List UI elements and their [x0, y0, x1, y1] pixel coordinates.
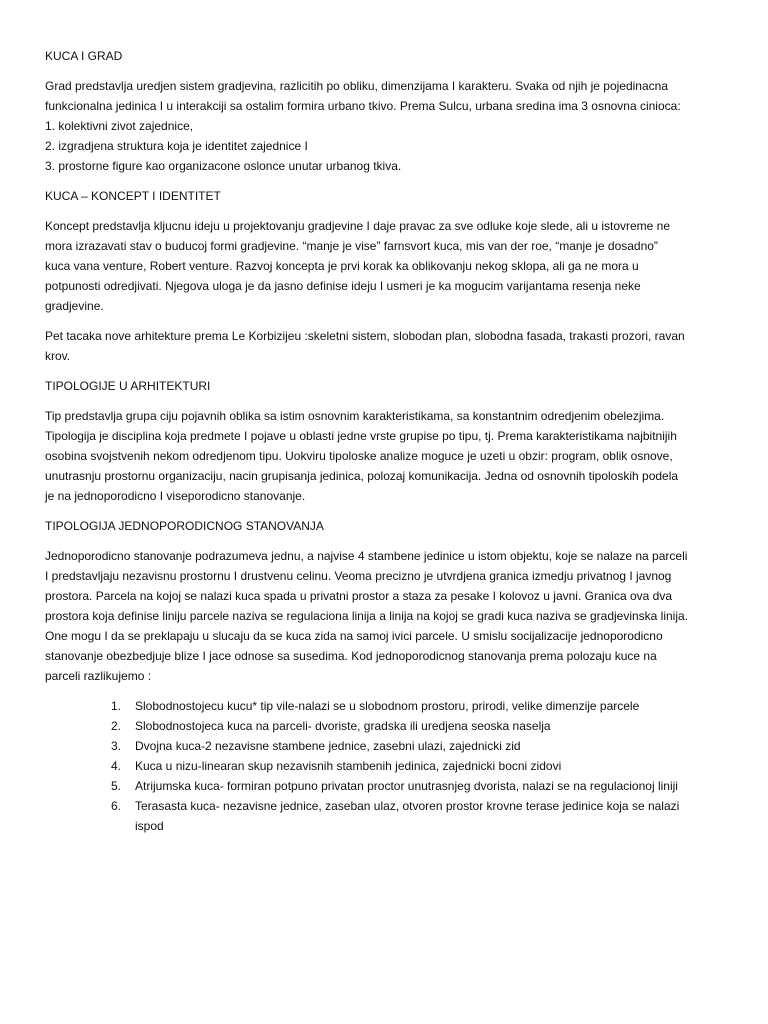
text-line: Jednoporodicno stanovanje podrazumeva jednu, a najvise 4 stambene jedinice u istom objektu, koje se nalaze na parceli	[45, 549, 688, 563]
text-line: Pet tacaka nove arhitekture prema Le Korbizijeu :skeletni sistem, slobodan plan, slobodna fasada, trakasti prozori, ravan	[45, 329, 685, 343]
text-line: Tip predstavlja grupa ciju pojavnih oblika sa istim osnovnim karakteristikama, sa konstantnim odredjenim obelezjima.	[45, 409, 665, 423]
text-line: prostora. Parcela na kojoj se nalazi kuca spada u privatni prostor a staza za pesake I kolovoz u javni. Granica ova dva	[45, 589, 673, 603]
list-item	[45, 716, 723, 736]
text-line: stanovanje obezbedjuje blize I jace odnose sa susedima. Kod jednoporodicnog stanovanja prema polozaju kuce na	[45, 649, 657, 663]
list-item-text: ispod	[135, 819, 164, 833]
text-line: Tipologija je disciplina koja predmete I pojave u oblasti jedne vrste grupise po tipu, tj. Prema karakteristikama najbitnijih	[45, 429, 677, 443]
list-item-text: Slobodnostojecu kucu* tip vile-nalazi se u slobodnom prostoru, prirodi, velike dimenzije parcele	[135, 699, 640, 713]
paragraph-tipologije	[45, 406, 723, 506]
text-line: One mogu I da se preklapaju u slucaju da se kuca zida na samoj ivici parcele. U smislu socijalizacije jednoporodicno	[45, 629, 663, 643]
list-item	[45, 796, 723, 836]
paragraph-koncept	[45, 216, 723, 316]
list-item	[45, 696, 723, 716]
text-line: unutrasnju prostornu organizaciju, nacin grupisanja jedinica, polozaj komunikacija. Jedna od osnovnih tipoloskih podela	[45, 469, 679, 483]
list-item-text: Slobodnostojeca kuca na parceli- dvoriste, gradska ili uredjena seoska naselja	[135, 719, 551, 733]
paragraph-jednoporodicno	[45, 546, 723, 686]
section-heading-tipologije: TIPOLOGIJE U ARHITEKTURI	[45, 379, 211, 393]
list-item-text: Dvojna kuca-2 nezavisne stambene jednice, zasebni ulazi, zajednicki zid	[135, 739, 521, 753]
text-line: 3. prostorne figure kao organizacone oslonce unutar urbanog tkiva.	[45, 159, 402, 173]
text-line: Grad predstavlja uredjen sistem gradjevina, razlicitih po obliku, dimenzijama I karakteru. Svaka od njih je pojedinacna	[45, 79, 668, 93]
text-line: mora izrazavati stav o buducoj formi gradjevine. “manje je vise” farnsvort kuca, mis van der roe, “manje je dosadno”	[45, 239, 658, 253]
list-number: 1.	[111, 699, 122, 713]
paragraph-kuca-i-grad	[45, 76, 723, 176]
list-item-text: Terasasta kuca- nezavisne jednice, zaseban ulaz, otvoren prostor krovne terase jedinice koja se nalazi	[135, 799, 680, 813]
house-types-list	[45, 696, 723, 836]
text-line: gradjevine.	[45, 299, 104, 313]
text-line: potpunosti odredjivati. Njegova uloga je da jasno definise ideju I usmeri je ka mogucim varijantama resenja neke	[45, 279, 641, 293]
list-item-text: Atrijumska kuca- formiran potpuno privatan proctor unutrasnjeg dvorista, nalazi se na regulacionoj liniji	[135, 779, 678, 793]
text-line: je na jednoporodicno I viseporodicno stanovanje.	[45, 489, 306, 503]
text-line: I predstavljaju nezavisnu prostornu I drustvenu celinu. Veoma precizno je utvrdjena granica izmedju privatnog I javnog	[45, 569, 672, 583]
list-number: 2.	[111, 719, 122, 733]
list-number: 4.	[111, 759, 122, 773]
section-heading-kuca-i-grad: KUCA I GRAD	[45, 49, 123, 63]
text-line: parceli razlikujemo :	[45, 669, 152, 683]
text-line: krov.	[45, 349, 71, 363]
text-line: osobina svojstvenih nekom odredjenom tipu. Uokviru tipoloske analize moguce je uzeti u obzir: program, oblik osnove,	[45, 449, 673, 463]
list-number: 6.	[111, 799, 122, 813]
document-page	[45, 46, 723, 836]
list-number: 5.	[111, 779, 122, 793]
text-line: funkcionalna jedinica I u interakciji sa ostalim formira urbano tkivo. Prema Sulcu, urbana sredina ima 3 osnovna cinioca:	[45, 99, 681, 113]
text-line: 1. kolektivni zivot zajednice,	[45, 119, 194, 133]
text-line: kuca vana venture, Robert venture. Razvoj koncepta je prvi korak ka oblikovanju nekog sklopa, ali ga ne mora u	[45, 259, 639, 273]
text-line: 2. izgradjena struktura koja je identitet zajednice I	[45, 139, 308, 153]
list-item	[45, 776, 723, 796]
text-line: prostora koja definise liniju parcele naziva se regulaciona linija a linija na kojoj se gradi kuca naziva se gradjevinska linija.	[45, 609, 689, 623]
list-item	[45, 756, 723, 776]
paragraph-pet-tacaka	[45, 326, 723, 366]
text-line: Koncept predstavlja kljucnu ideju u projektovanju gradjevine I daje pravac za sve odluke koje slede, ali u istovreme ne	[45, 219, 671, 233]
list-item-text: Kuca u nizu-linearan skup nezavisnih stambenih jedinica, zajednicki bocni zidovi	[135, 759, 562, 773]
list-item	[45, 736, 723, 756]
section-heading-jednoporodicno: TIPOLOGIJA JEDNOPORODICNOG STANOVANJA	[45, 519, 324, 533]
list-number: 3.	[111, 739, 122, 753]
section-heading-koncept: KUCA – KONCEPT I IDENTITET	[45, 189, 221, 203]
